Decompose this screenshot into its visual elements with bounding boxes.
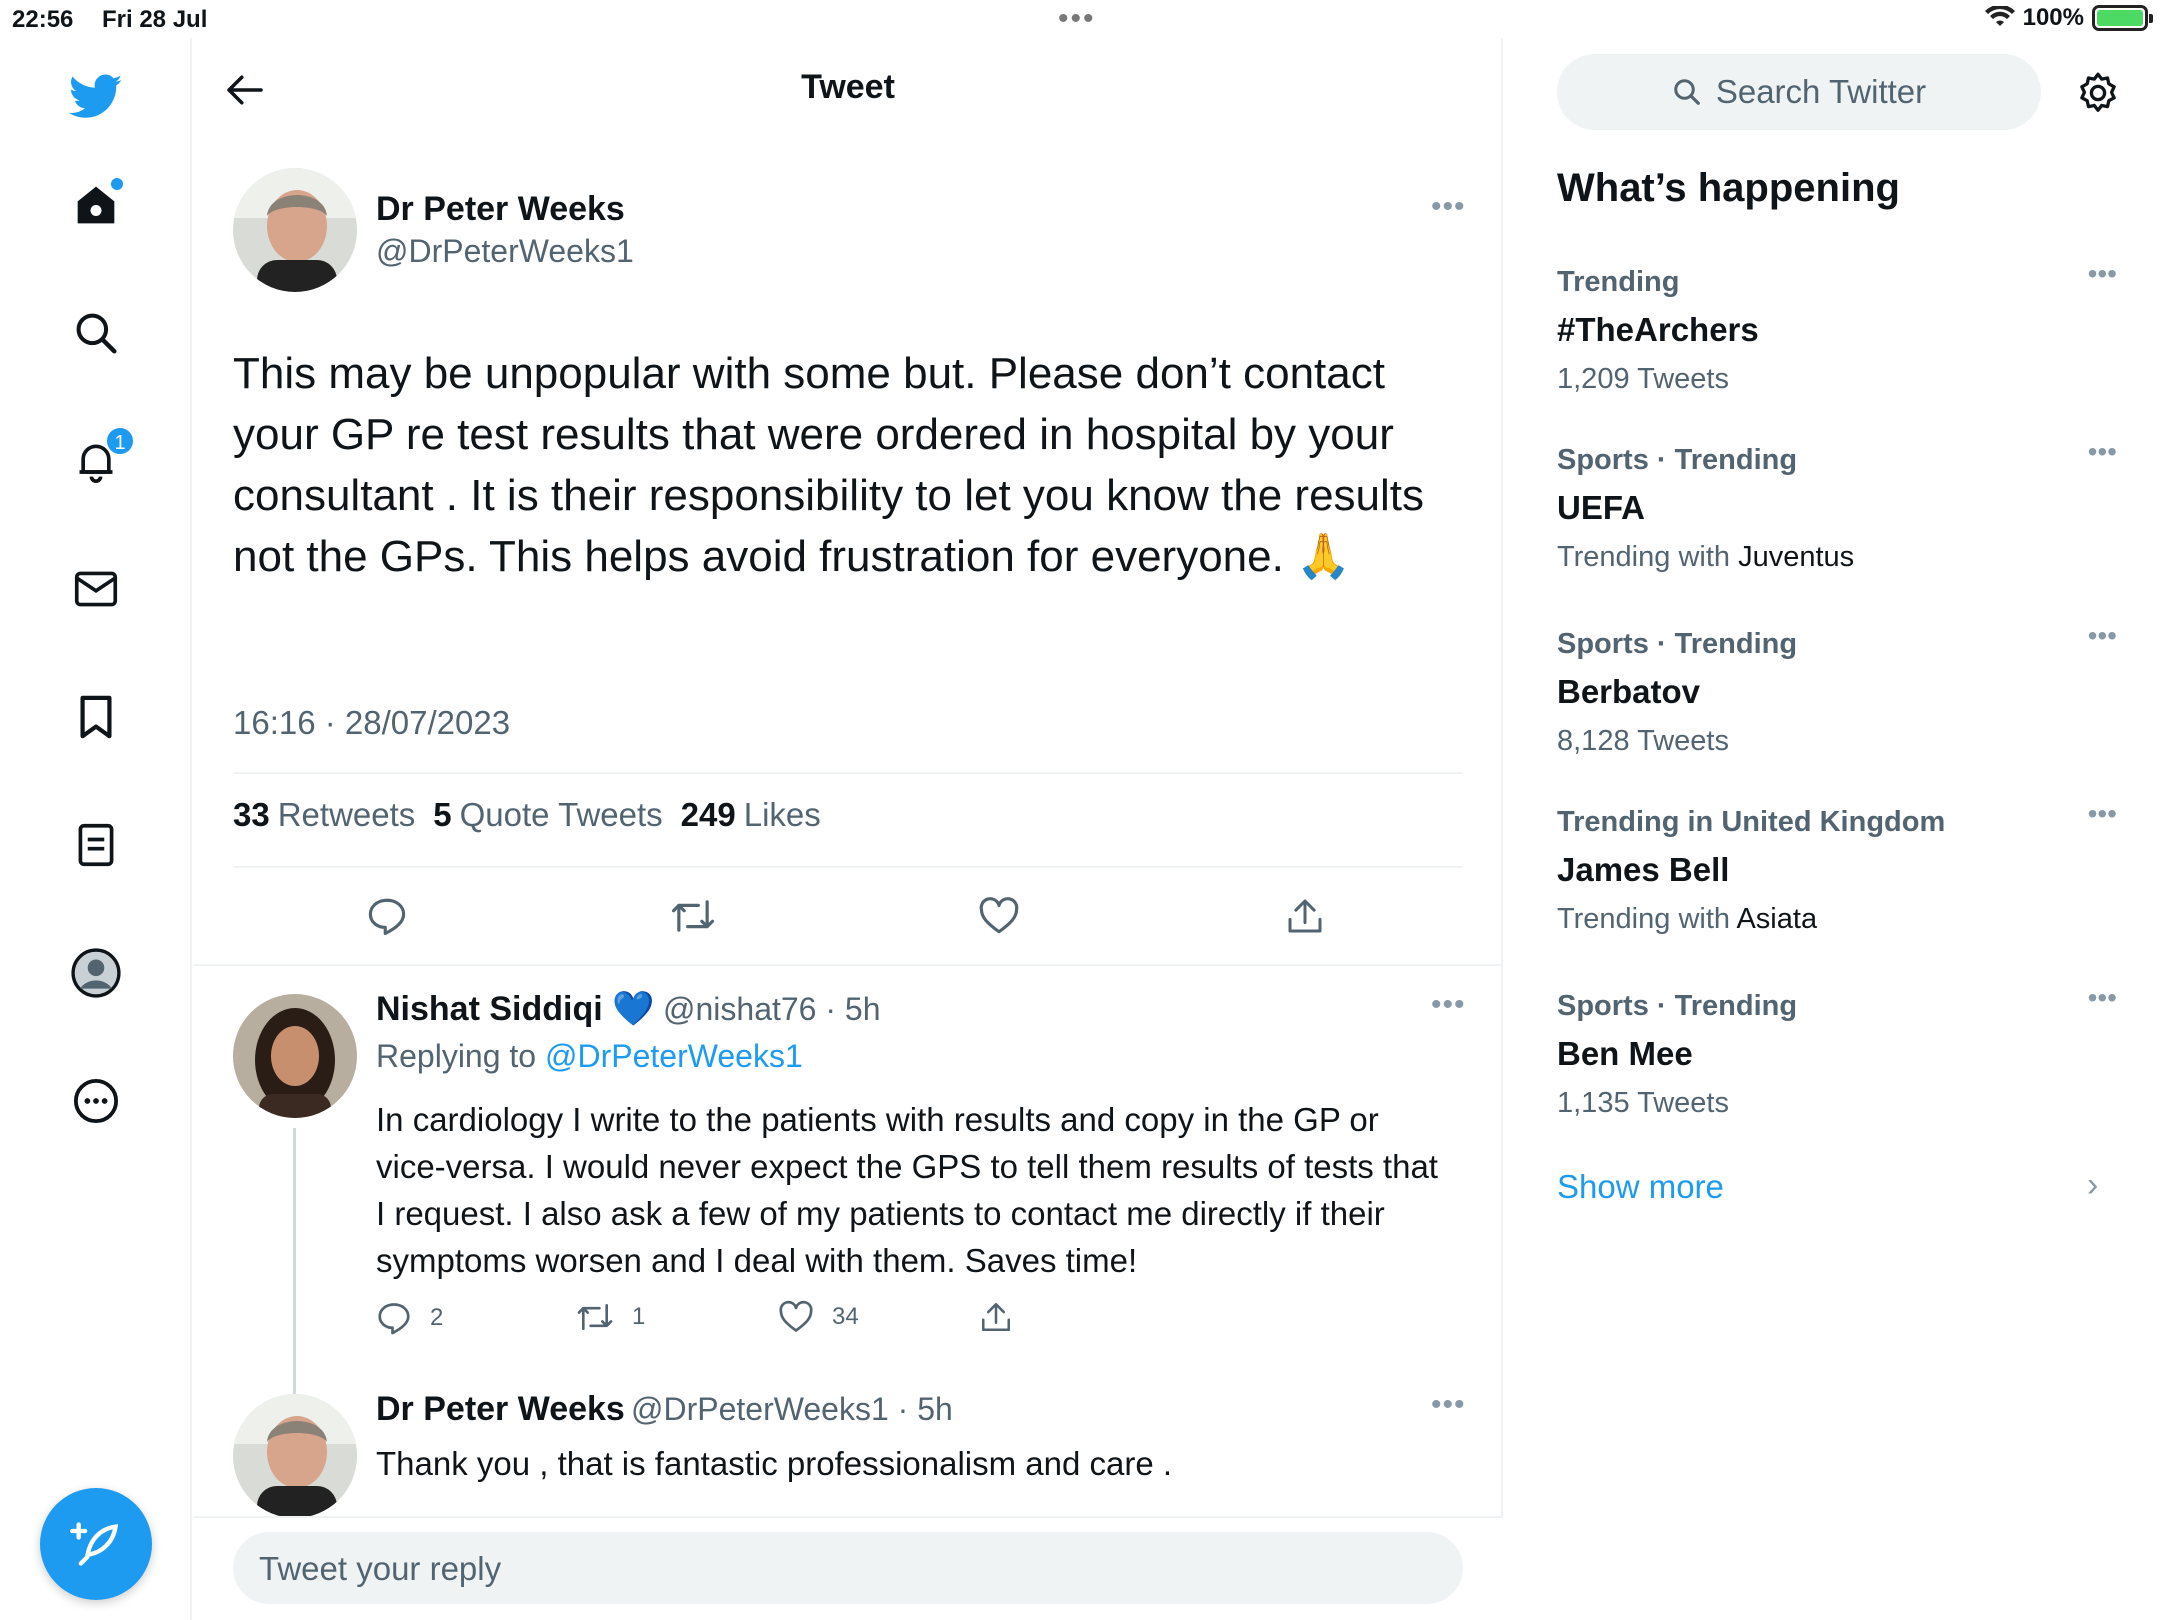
trend-category: Sports · Trending — [1557, 444, 1798, 476]
compose-tweet-button[interactable] — [40, 1488, 152, 1600]
trend-more-icon[interactable]: ••• — [2087, 798, 2117, 829]
like-count: 34 — [832, 1303, 859, 1330]
messages-envelope-icon[interactable] — [65, 558, 127, 620]
trend-more-icon[interactable]: ••• — [2087, 982, 2117, 1013]
reply2-author-avatar[interactable] — [233, 1394, 357, 1518]
reply-like-button[interactable] — [778, 1300, 859, 1334]
reply2-more-icon[interactable]: ••• — [1431, 1388, 1466, 1421]
settings-button[interactable] — [2071, 66, 2125, 120]
trend-meta: Trending with Juventus — [1557, 541, 1855, 573]
more-options-icon[interactable] — [65, 1070, 127, 1132]
status-date: Fri 28 Jul — [102, 6, 208, 33]
reply-count: 2 — [430, 1304, 444, 1331]
reply-icon — [376, 1300, 412, 1336]
reply-author-avatar[interactable] — [233, 994, 357, 1118]
trend-category: Sports · Trending — [1557, 628, 1798, 660]
trend-meta: 1,135 Tweets — [1557, 1087, 1729, 1119]
reply2-text: Thank you , that is fantastic professionalism and care . — [376, 1445, 1173, 1482]
tweet-more-icon[interactable]: ••• — [1431, 190, 1466, 223]
notifications-bell-icon[interactable] — [65, 430, 127, 492]
trend-item[interactable] — [1557, 258, 2117, 396]
retweet-icon — [670, 896, 716, 936]
tweet-detail-column — [193, 38, 1503, 1620]
home-icon[interactable] — [65, 174, 127, 236]
status-bar — [0, 0, 2160, 38]
twitter-logo-icon[interactable] — [65, 66, 127, 128]
trend-item[interactable] — [1557, 436, 2117, 574]
left-nav — [0, 38, 192, 1620]
verified-heart-icon: 💙 — [612, 990, 655, 1028]
search-placeholder: Search Twitter — [1715, 73, 1927, 110]
heart-icon — [778, 1300, 814, 1334]
trend-category: Trending — [1557, 266, 1680, 298]
reply-text: In cardiology I write to the patients with results and copy in the GP or vice-versa. I would never expect the GPS to tell them results of tests that I request. I also ask a few of my patients to contact me directly if their symptoms worsen and I deal with them. Saves time! — [376, 1101, 1438, 1279]
notifications-badge: 1 — [105, 426, 135, 456]
compose-feather-icon — [70, 1518, 122, 1570]
home-new-dot — [111, 178, 123, 190]
reply2-meta[interactable]: @DrPeterWeeks1 · 5h — [631, 1391, 953, 1427]
wifi-icon — [1985, 6, 2015, 30]
status-time: 22:56 — [12, 6, 74, 33]
search-twitter-input[interactable] — [1557, 54, 2041, 130]
trend-category: Trending in United Kingdom — [1557, 806, 1946, 838]
battery-percent: 100% — [2022, 4, 2084, 31]
trend-category: Sports · Trending — [1557, 990, 1798, 1022]
divider — [193, 964, 1503, 966]
show-more-link[interactable]: Show more — [1557, 1168, 1724, 1205]
retweet-count: 1 — [632, 1303, 646, 1330]
trend-name: UEFA — [1557, 489, 1646, 526]
reply-meta[interactable]: @nishat76 · 5h — [663, 991, 881, 1027]
share-upload-icon — [979, 1300, 1013, 1334]
likes-stat[interactable]: 249 Likes — [680, 796, 821, 833]
trend-item[interactable] — [1557, 798, 2117, 936]
tweet-text: This may be unpopular with some but. Please don’t contact your GP re test results that were ordered in hospital by your consultant . It is their responsibility to let you know the results not the GPs. This helps avoid frustration for everyone. 🙏 — [233, 349, 1425, 581]
author-handle[interactable]: @DrPeterWeeks1 — [376, 233, 634, 269]
gear-icon — [2076, 71, 2120, 115]
trend-meta: 1,209 Tweets — [1557, 363, 1729, 395]
share-upload-icon — [1285, 896, 1325, 936]
whats-happening-title: What’s happening — [1557, 166, 1900, 210]
chevron-right-icon[interactable]: › — [2087, 1166, 2099, 1204]
tweet-stats — [233, 796, 821, 834]
quote-tweets-stat[interactable]: 5 Quote Tweets — [433, 796, 663, 833]
search-icon — [1672, 77, 1702, 107]
reply2-author-name[interactable]: Dr Peter Weeks — [376, 1390, 625, 1428]
tweet-timestamp[interactable]: 16:16 · 28/07/2023 — [233, 704, 511, 741]
search-icon[interactable] — [65, 302, 127, 364]
retweet-icon — [576, 1300, 614, 1334]
reply-author-name[interactable]: Nishat Siddiqi 💙 — [376, 990, 655, 1028]
divider — [233, 866, 1463, 868]
reply-retweet-button[interactable] — [576, 1300, 645, 1334]
status-right — [1985, 4, 2148, 32]
profile-avatar-icon[interactable] — [65, 942, 127, 1004]
tweet-reply-input[interactable]: Tweet your reply — [233, 1532, 1463, 1604]
author-avatar[interactable] — [233, 168, 357, 292]
trend-meta: 8,128 Tweets — [1557, 725, 1729, 757]
trend-name: Berbatov — [1557, 673, 1701, 710]
trend-more-icon[interactable]: ••• — [2087, 258, 2117, 289]
replying-to-link[interactable]: @DrPeterWeeks1 — [544, 1038, 803, 1074]
multitasking-dots-icon[interactable]: ••• — [1058, 2, 1096, 35]
like-button[interactable] — [973, 890, 1025, 942]
share-button[interactable] — [1279, 890, 1331, 942]
reply-composer — [193, 1516, 1503, 1620]
trend-name: #TheArchers — [1557, 311, 1759, 348]
trend-meta: Trending with Asiata — [1557, 903, 1818, 935]
trend-more-icon[interactable]: ••• — [2087, 436, 2117, 467]
heart-icon — [978, 896, 1020, 936]
reply-button[interactable] — [361, 890, 413, 942]
thread-line — [293, 1128, 296, 1418]
right-sidebar — [1505, 38, 2160, 1620]
retweets-stat[interactable]: 33 Retweets — [233, 796, 416, 833]
reply-share-button[interactable] — [979, 1300, 1013, 1334]
trend-item[interactable] — [1557, 620, 2117, 758]
reply-reply-button[interactable] — [376, 1300, 443, 1336]
author-name[interactable]: Dr Peter Weeks — [376, 190, 625, 228]
trend-name: Ben Mee — [1557, 1035, 1693, 1072]
trend-more-icon[interactable]: ••• — [2087, 620, 2117, 651]
battery-icon — [2092, 5, 2148, 31]
trend-item[interactable] — [1557, 982, 2117, 1120]
reply-more-icon[interactable]: ••• — [1431, 988, 1466, 1021]
reply-icon — [366, 895, 408, 937]
bookmarks-icon[interactable] — [65, 686, 127, 748]
retweet-button[interactable] — [667, 890, 719, 942]
page-title: Tweet — [801, 68, 895, 106]
replying-to: Replying to @DrPeterWeeks1 — [376, 1038, 803, 1074]
divider — [233, 772, 1463, 774]
trend-name: James Bell — [1557, 851, 1730, 888]
lists-icon[interactable] — [65, 814, 127, 876]
